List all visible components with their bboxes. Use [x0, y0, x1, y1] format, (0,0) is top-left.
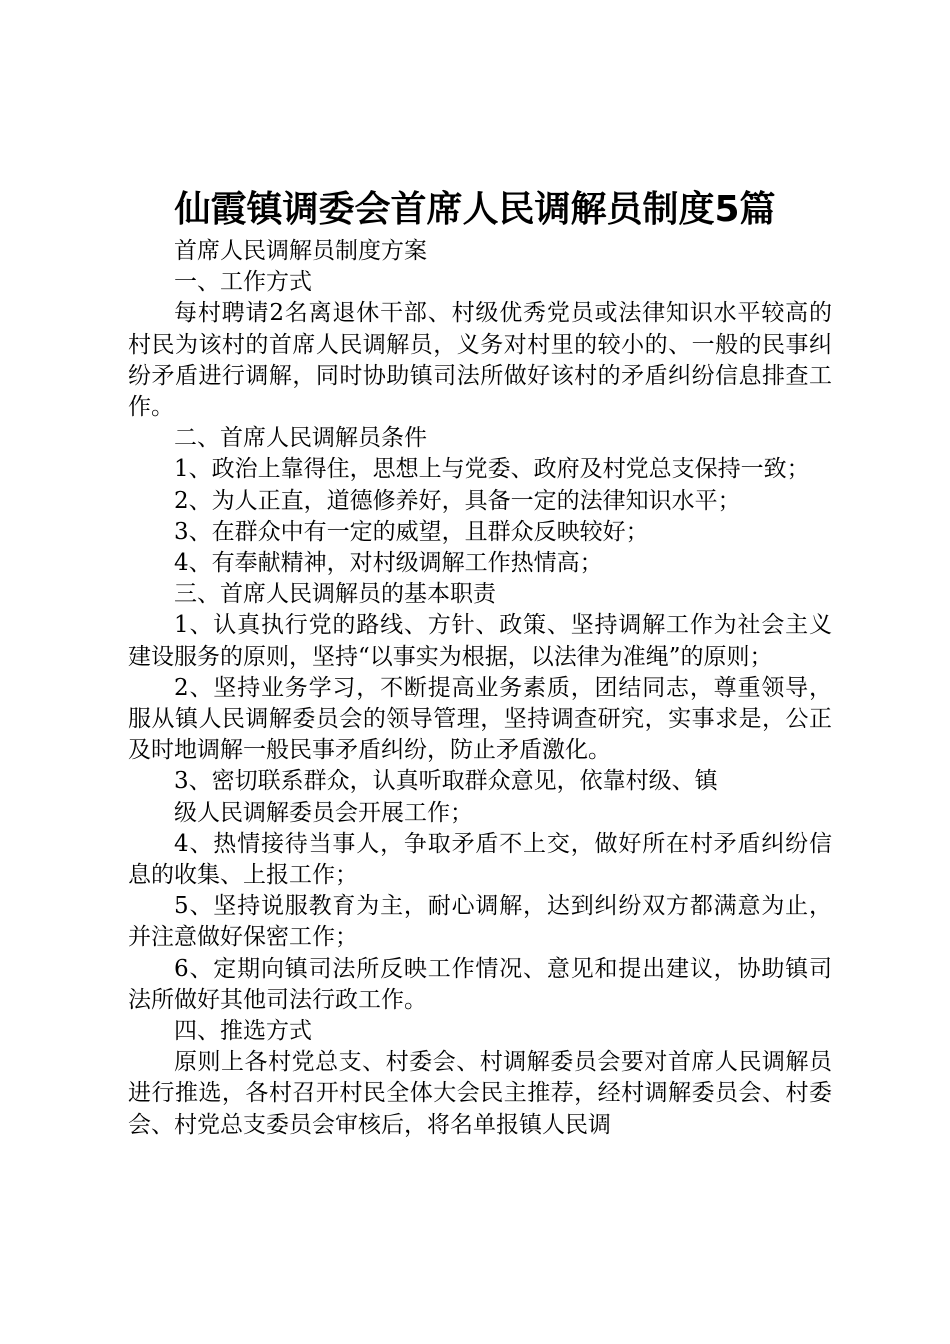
- list-item: 4、热情接待当事人，争取矛盾不上交，做好所在村矛盾纠纷信息的收集、上报工作；: [128, 830, 832, 889]
- section-heading-4: 四、推选方式: [174, 1018, 312, 1045]
- paragraph: 原则上各村党总支、村委会、村调解委员会要对首席人民调解员进行推选，各村召开村民全体大会民主推荐，经村调解委员会、村委会、村党总支委员会审核后，将名单报镇人民调: [128, 1049, 832, 1138]
- list-item: 2、为人正直，道德修养好，具备一定的法律知识水平；: [174, 487, 741, 514]
- list-item-continuation: 级人民调解委员会开展工作；: [174, 799, 473, 826]
- list-item: 4、有奉献精神，对村级调解工作热情高；: [174, 550, 603, 577]
- paragraph: 每村聘请2名离退休干部、村级优秀党员或法律知识水平较高的村民为该村的首席人民调解员，义务对村里的较小的、一般的民事纠纷矛盾进行调解，同时协助镇司法所做好该村的矛盾纠纷信息排查工作。: [128, 300, 832, 421]
- list-item: 1、认真执行党的路线、方针、政策、坚持调解工作为社会主义建设服务的原则，坚持“以事实为根据，以法律为准绳”的原则；: [128, 612, 832, 670]
- list-item: 3、密切联系群众，认真听取群众意见，依靠村级、镇: [174, 768, 718, 795]
- section-heading-1: 一、工作方式: [174, 269, 312, 296]
- paragraph-subtitle: 首席人民调解员制度方案: [174, 238, 427, 264]
- list-item: 3、在群众中有一定的威望，且群众反映较好；: [174, 518, 649, 545]
- list-item: 5、坚持说服教育为主，耐心调解，达到纠纷双方都满意为止，并注意做好保密工作；: [128, 893, 832, 951]
- section-heading-2: 二、首席人民调解员条件: [174, 425, 427, 452]
- list-item: 1、政治上靠得住，思想上与党委、政府及村党总支保持一致；: [174, 456, 810, 483]
- document-title: 仙霞镇调委会首席人民调解员制度5篇: [174, 189, 776, 230]
- list-item: 6、定期向镇司法所反映工作情况、意见和提出建议，协助镇司法所做好其他司法行政工作。: [128, 955, 832, 1013]
- list-item: 2、坚持业务学习，不断提高业务素质，团结同志，尊重领导，服从镇人民调解委员会的领导管理，坚持调查研究，实事求是，公正及时地调解一般民事矛盾纠纷，防止矛盾激化。: [128, 674, 832, 764]
- document-body: [128, 236, 832, 1141]
- section-heading-3: 三、首席人民调解员的基本职责: [174, 581, 496, 608]
